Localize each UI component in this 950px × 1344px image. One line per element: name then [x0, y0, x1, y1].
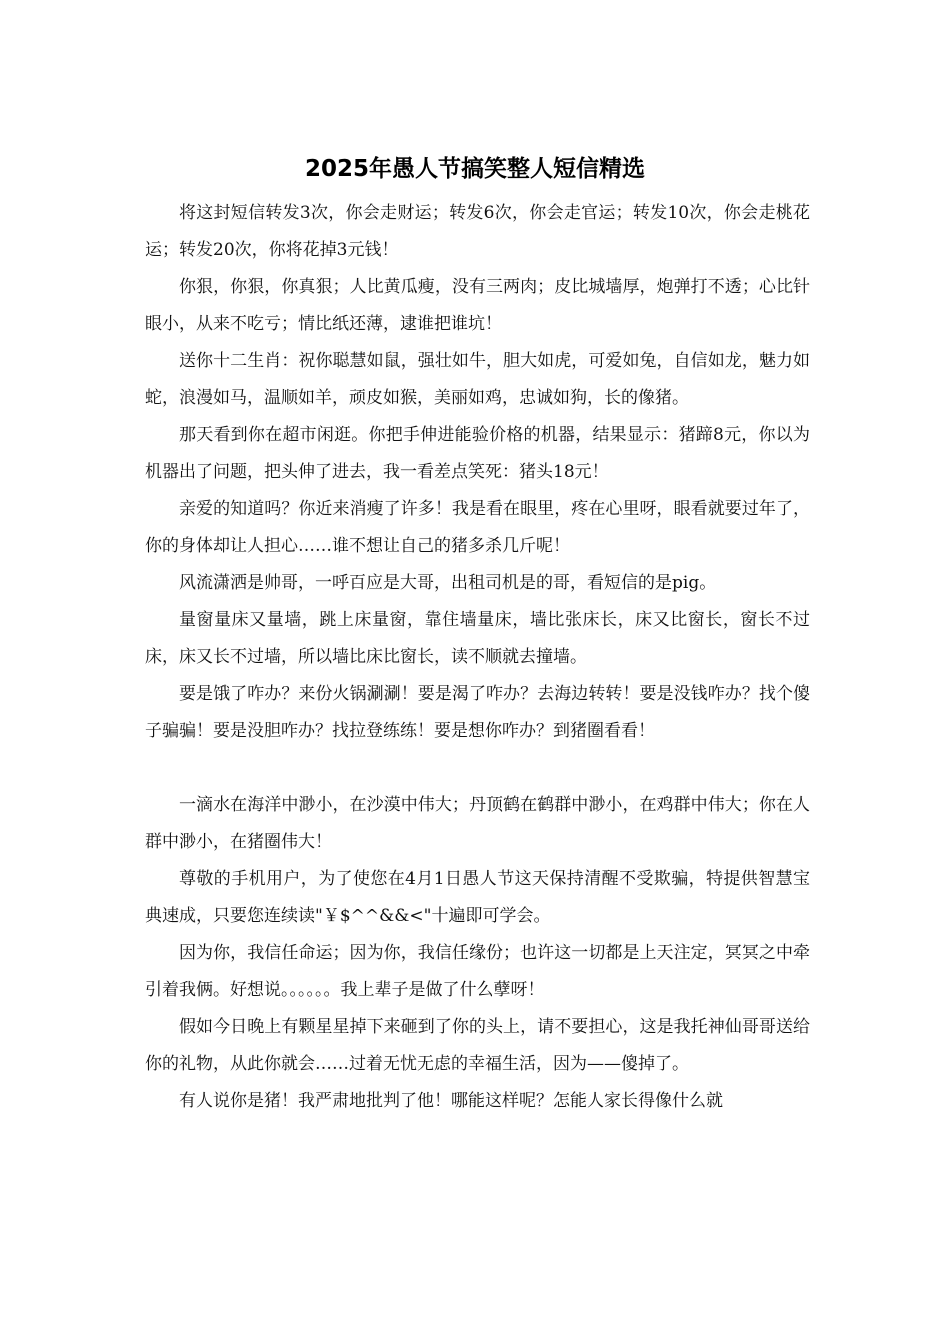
document-title: 2025年愚人节搞笑整人短信精选	[304, 156, 645, 182]
paragraph-12: 假如今日晚上有颗星星掉下来砸到了你的头上，请不要担心，这是我托神仙哥哥送给你的礼物，从此你就会……过着无忧无虑的幸福生活，因为——傻掉了。	[145, 1017, 810, 1074]
paragraph-11: 因为你，我信任命运；因为你，我信任缘份；也许这一切都是上天注定，冥冥之中牵引着我俩。好想说。。。。。。我上辈子是做了什么孽呀！	[145, 943, 810, 1000]
paragraph-6: 风流潇洒是帅哥，一呼百应是大哥，出租司机是的哥，看短信的是pig。	[179, 573, 717, 593]
paragraph-1: 将这封短信转发3次，你会走财运；转发6次，你会走官运；转发10次，你会走桃花运；转发20次，你将花掉3元钱！	[145, 203, 810, 260]
paragraph-5: 亲爱的知道吗？你近来消瘦了许多！我是看在眼里，疼在心里呀，眼看就要过年了，你的身体却让人担心……谁不想让自己的猪多杀几斤呢！	[145, 499, 810, 556]
paragraph-8: 要是饿了咋办？来份火锅涮涮！要是渴了咋办？去海边转转！要是没钱咋办？找个傻子骗骗！要是没胆咋办？找拉登练练！要是想你咋办？到猪圈看看！	[145, 684, 810, 741]
paragraph-9: 一滴水在海洋中渺小，在沙漠中伟大；丹顶鹤在鹤群中渺小，在鸡群中伟大；你在人群中渺小，在猪圈伟大！	[145, 795, 810, 852]
document-body	[145, 195, 810, 1120]
paragraph-13: 有人说你是猪！我严肃地批判了他！哪能这样呢？怎能人家长得像什么就	[179, 1091, 723, 1111]
paragraph-10: 尊敬的手机用户，为了使您在4月1日愚人节这天保持清醒不受欺骗，特提供智慧宝典速成，只要您连续读"￥$^^&&<"十遍即可学会。	[145, 869, 810, 926]
paragraph-7: 量窗量床又量墙，跳上床量窗，靠住墙量床，墙比张床长，床又比窗长，窗长不过床，床又长不过墙，所以墙比床比窗长，读不顺就去撞墙。	[145, 610, 810, 667]
paragraph-3: 送你十二生肖：祝你聪慧如鼠，强壮如牛，胆大如虎，可爱如兔，自信如龙，魅力如蛇，浪漫如马，温顺如羊，顽皮如猴，美丽如鸡，忠诚如狗，长的像猪。	[145, 351, 810, 408]
paragraph-4: 那天看到你在超市闲逛。你把手伸进能验价格的机器，结果显示：猪蹄8元，你以为机器出了问题，把头伸了进去，我一看差点笑死：猪头18元！	[145, 425, 810, 482]
blank-line	[145, 750, 810, 787]
paragraph-2: 你狠，你狠，你真狠；人比黄瓜瘦，没有三两肉；皮比城墙厚，炮弹打不透；心比针眼小，从来不吃亏；情比纸还薄，逮谁把谁坑！	[145, 277, 810, 334]
